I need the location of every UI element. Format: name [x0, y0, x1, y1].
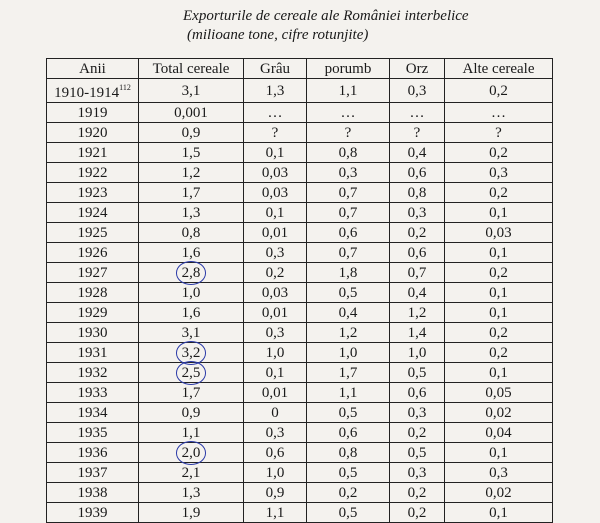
- header-wheat: Grâu: [244, 59, 307, 79]
- wheat-cell-value: 0,1: [265, 204, 285, 221]
- other-cell: [445, 163, 553, 183]
- maize-cell-value: 1,7: [338, 364, 358, 381]
- wheat-cell-value: 0: [271, 404, 279, 421]
- total-cell: [139, 163, 244, 183]
- total-cell: [139, 103, 244, 123]
- maize-cell: [307, 223, 390, 243]
- other-cell-value: 0,2: [489, 144, 508, 161]
- wheat-cell-value: ?: [271, 124, 279, 141]
- year-cell-value: 1939: [77, 504, 108, 521]
- year-cell: [47, 103, 139, 123]
- maize-cell-value: 0,7: [338, 184, 358, 201]
- year-cell: [47, 79, 139, 103]
- maize-cell-value: 0,3: [338, 164, 358, 181]
- footnote-marker: 112: [119, 83, 131, 92]
- year-cell-value: 1921: [77, 144, 108, 161]
- maize-cell-value: …: [340, 104, 356, 121]
- total-cell-value: 0,9: [181, 124, 201, 141]
- total-cell-value: 1,9: [181, 504, 201, 521]
- year-cell-value: 1936: [77, 444, 108, 461]
- total-cell: [139, 343, 244, 363]
- total-cell-value: 2,1: [181, 464, 201, 481]
- barley-cell-value: 0,6: [407, 244, 427, 261]
- other-cell: [445, 123, 553, 143]
- wheat-cell-value: 0,03: [261, 284, 289, 301]
- other-cell-value: 0,2: [489, 184, 508, 201]
- barley-cell: [390, 243, 445, 263]
- barley-cell-value: 0,3: [407, 404, 427, 421]
- maize-cell-value: 1,2: [338, 324, 358, 341]
- total-cell-value: 1,6: [181, 244, 201, 261]
- maize-cell: [307, 123, 390, 143]
- wheat-cell: [244, 223, 307, 243]
- table-row: [47, 443, 553, 463]
- year-cell: [47, 123, 139, 143]
- other-cell-value: 0,05: [485, 384, 512, 401]
- maize-cell-value: 1,0: [338, 344, 358, 361]
- year-cell: [47, 263, 139, 283]
- wheat-cell-value: 0,3: [265, 324, 285, 341]
- total-cell: [139, 79, 244, 103]
- total-cell-value: 1,7: [181, 184, 201, 201]
- year-cell-value: 1924: [77, 204, 108, 221]
- maize-cell-value: 0,2: [338, 484, 358, 501]
- total-cell-value: 1,1: [181, 424, 201, 441]
- year-cell: [47, 463, 139, 483]
- other-cell-value: 0,2: [489, 264, 508, 281]
- other-cell: [445, 363, 553, 383]
- wheat-cell: [244, 383, 307, 403]
- barley-cell: [390, 363, 445, 383]
- year-cell: [47, 503, 139, 523]
- barley-cell: [390, 303, 445, 323]
- barley-cell-value: 0,3: [407, 204, 427, 221]
- wheat-cell-value: 0,9: [265, 484, 285, 501]
- circled-total-value: 2,5: [181, 364, 201, 381]
- barley-cell-value: 1,0: [407, 344, 427, 361]
- total-cell-value: 3,1: [181, 82, 201, 99]
- other-cell: [445, 403, 553, 423]
- total-cell-value: 3,1: [181, 324, 201, 341]
- year-cell-value: 1923: [77, 184, 108, 201]
- total-cell-value: 1,3: [181, 204, 201, 221]
- other-cell-value: 0,02: [485, 404, 512, 421]
- barley-cell: [390, 383, 445, 403]
- caption-units: (milioane tone, cifre rotunjite): [187, 27, 369, 43]
- barley-cell: [390, 483, 445, 503]
- total-cell: [139, 283, 244, 303]
- maize-cell: [307, 323, 390, 343]
- wheat-cell: [244, 143, 307, 163]
- barley-cell-value: 1,2: [407, 304, 427, 321]
- barley-cell: [390, 203, 445, 223]
- table-row: [47, 183, 553, 203]
- other-cell-value: 0,2: [489, 324, 508, 341]
- other-cell-value: 0,1: [489, 204, 508, 221]
- other-cell-value: 0,1: [489, 244, 508, 261]
- other-cell: [445, 103, 553, 123]
- maize-cell: [307, 503, 390, 523]
- maize-cell: [307, 163, 390, 183]
- total-cell: [139, 223, 244, 243]
- barley-cell-value: 0,3: [407, 82, 427, 99]
- table-row: [47, 243, 553, 263]
- other-cell: [445, 79, 553, 103]
- wheat-cell: [244, 163, 307, 183]
- barley-cell-value: 0,6: [407, 384, 427, 401]
- other-cell-value: 0,2: [489, 344, 508, 361]
- barley-cell-value: 0,2: [407, 504, 427, 521]
- maize-cell-value: 0,8: [338, 444, 358, 461]
- table-row: [47, 483, 553, 503]
- barley-cell: [390, 123, 445, 143]
- table-row: [47, 383, 553, 403]
- wheat-cell: [244, 363, 307, 383]
- total-cell-value: 1,3: [181, 484, 201, 501]
- barley-cell-value: 0,8: [407, 184, 427, 201]
- header-total: Total cereale: [139, 59, 244, 79]
- wheat-cell: [244, 463, 307, 483]
- wheat-cell-value: 0,1: [265, 364, 285, 381]
- total-cell-value: 1,0: [181, 284, 201, 301]
- maize-cell-value: ?: [344, 124, 352, 141]
- maize-cell: [307, 203, 390, 223]
- maize-cell: [307, 183, 390, 203]
- wheat-cell-value: 0,03: [261, 164, 289, 181]
- total-cell: [139, 383, 244, 403]
- year-cell-value: 1938: [77, 484, 108, 501]
- maize-cell: [307, 423, 390, 443]
- wheat-cell-value: 0,01: [261, 384, 289, 401]
- other-cell-value: 0,1: [489, 504, 508, 521]
- wheat-cell: [244, 443, 307, 463]
- year-cell: [47, 443, 139, 463]
- wheat-cell: [244, 283, 307, 303]
- wheat-cell: [244, 303, 307, 323]
- maize-cell: [307, 243, 390, 263]
- header-other: Alte cereale: [445, 59, 553, 79]
- other-cell: [445, 263, 553, 283]
- barley-cell-value: ?: [413, 124, 421, 141]
- wheat-cell-value: 1,0: [265, 344, 285, 361]
- maize-cell: [307, 263, 390, 283]
- maize-cell-value: 0,5: [338, 284, 358, 301]
- table-row: [47, 79, 553, 103]
- barley-cell-value: 0,3: [407, 464, 427, 481]
- other-cell: [445, 143, 553, 163]
- year-cell-value: 1926: [77, 244, 108, 261]
- maize-cell-value: 0,4: [338, 304, 358, 321]
- wheat-cell: [244, 423, 307, 443]
- cereal-exports-table: [46, 58, 553, 523]
- barley-cell-value: 0,2: [407, 484, 427, 501]
- other-cell-value: …: [491, 104, 506, 121]
- wheat-cell-value: 0,01: [261, 304, 289, 321]
- maize-cell: [307, 363, 390, 383]
- wheat-cell: [244, 483, 307, 503]
- total-cell: [139, 263, 244, 283]
- barley-cell: [390, 323, 445, 343]
- other-cell-value: 0,1: [489, 444, 508, 461]
- barley-cell: [390, 343, 445, 363]
- maize-cell: [307, 343, 390, 363]
- wheat-cell: [244, 323, 307, 343]
- other-cell-value: ?: [495, 124, 502, 141]
- table-row: [47, 103, 553, 123]
- wheat-cell: [244, 263, 307, 283]
- barley-cell-value: 0,2: [407, 424, 427, 441]
- caption-title: Exporturile de cereale ale României interbelice: [183, 8, 469, 24]
- maize-cell-value: 0,5: [338, 404, 358, 421]
- year-cell: [47, 363, 139, 383]
- year-cell: [47, 303, 139, 323]
- total-cell: [139, 203, 244, 223]
- total-cell: [139, 483, 244, 503]
- maize-cell: [307, 483, 390, 503]
- wheat-cell: [244, 503, 307, 523]
- wheat-cell-value: 0,2: [265, 264, 285, 281]
- total-cell: [139, 143, 244, 163]
- other-cell-value: 0,04: [485, 424, 512, 441]
- wheat-cell-value: 0,1: [265, 144, 285, 161]
- barley-cell-value: 0,4: [407, 144, 427, 161]
- table-row: [47, 143, 553, 163]
- maize-cell-value: 0,6: [338, 224, 358, 241]
- table-row: [47, 463, 553, 483]
- year-cell: [47, 203, 139, 223]
- maize-cell: [307, 79, 390, 103]
- wheat-cell: [244, 243, 307, 263]
- other-cell: [445, 283, 553, 303]
- total-cell-value: 1,7: [181, 384, 201, 401]
- wheat-cell-value: 1,1: [265, 504, 285, 521]
- year-cell-value: 1937: [77, 464, 108, 481]
- year-cell-value: 1910-1914: [54, 85, 120, 101]
- table-row: [47, 403, 553, 423]
- other-cell: [445, 223, 553, 243]
- total-cell: [139, 183, 244, 203]
- other-cell-value: 0,3: [489, 164, 508, 181]
- wheat-cell-value: 0,3: [265, 244, 285, 261]
- barley-cell-value: 0,5: [407, 364, 427, 381]
- year-cell-value: 1927: [77, 264, 108, 281]
- header-barley: Orz: [390, 59, 445, 79]
- year-cell: [47, 223, 139, 243]
- total-cell: [139, 243, 244, 263]
- wheat-cell: [244, 79, 307, 103]
- other-cell: [445, 323, 553, 343]
- table-row: [47, 503, 553, 523]
- total-cell: [139, 423, 244, 443]
- table-row: [47, 323, 553, 343]
- wheat-cell: [244, 343, 307, 363]
- table-body: [47, 79, 553, 523]
- barley-cell: [390, 103, 445, 123]
- total-cell: [139, 463, 244, 483]
- header-row: [47, 59, 553, 79]
- maize-cell-value: 0,7: [338, 244, 358, 261]
- header-maize: porumb: [307, 59, 390, 79]
- barley-cell: [390, 283, 445, 303]
- table-row: [47, 263, 553, 283]
- maize-cell: [307, 303, 390, 323]
- wheat-cell: [244, 203, 307, 223]
- total-cell: [139, 123, 244, 143]
- total-cell-value: 1,2: [181, 164, 201, 181]
- maize-cell: [307, 283, 390, 303]
- total-cell-value: 1,5: [181, 144, 201, 161]
- table-row: [47, 223, 553, 243]
- table-row: [47, 303, 553, 323]
- year-cell: [47, 423, 139, 443]
- circled-total-value: 2,0: [181, 444, 201, 461]
- other-cell-value: 0,3: [489, 464, 508, 481]
- maize-cell-value: 0,5: [338, 464, 358, 481]
- barley-cell: [390, 423, 445, 443]
- other-cell-value: 0,1: [489, 284, 508, 301]
- table-row: [47, 203, 553, 223]
- other-cell: [445, 203, 553, 223]
- wheat-cell-value: 0,03: [261, 184, 289, 201]
- year-cell: [47, 163, 139, 183]
- header-years: Anii: [47, 59, 139, 79]
- year-cell: [47, 183, 139, 203]
- circled-total-value: 3,2: [181, 344, 201, 361]
- year-cell-value: 1925: [77, 224, 108, 241]
- maize-cell: [307, 463, 390, 483]
- maize-cell: [307, 383, 390, 403]
- year-cell-value: 1920: [77, 124, 108, 141]
- year-cell: [47, 483, 139, 503]
- barley-cell-value: …: [409, 104, 425, 121]
- other-cell: [445, 443, 553, 463]
- year-cell: [47, 323, 139, 343]
- other-cell-value: 0,03: [485, 224, 512, 241]
- barley-cell: [390, 403, 445, 423]
- barley-cell-value: 0,2: [407, 224, 427, 241]
- other-cell-value: 0,1: [489, 364, 508, 381]
- other-cell: [445, 243, 553, 263]
- table-row: [47, 423, 553, 443]
- barley-cell: [390, 79, 445, 103]
- year-cell-value: 1933: [77, 384, 108, 401]
- year-cell-value: 1930: [77, 324, 108, 341]
- maize-cell-value: 0,7: [338, 204, 358, 221]
- barley-cell: [390, 503, 445, 523]
- other-cell-value: 0,02: [485, 484, 512, 501]
- total-cell-value: 0,8: [181, 224, 201, 241]
- barley-cell: [390, 143, 445, 163]
- barley-cell-value: 0,5: [407, 444, 427, 461]
- maize-cell: [307, 103, 390, 123]
- barley-cell: [390, 463, 445, 483]
- other-cell: [445, 383, 553, 403]
- maize-cell-value: 1,8: [338, 264, 358, 281]
- wheat-cell: [244, 403, 307, 423]
- barley-cell: [390, 163, 445, 183]
- table-caption: [183, 7, 469, 45]
- other-cell: [445, 303, 553, 323]
- table-row: [47, 123, 553, 143]
- circled-total-value: 2,8: [181, 264, 201, 281]
- table-row: [47, 283, 553, 303]
- maize-cell: [307, 443, 390, 463]
- year-cell-value: 1935: [77, 424, 108, 441]
- barley-cell: [390, 443, 445, 463]
- maize-cell-value: 0,5: [338, 504, 358, 521]
- maize-cell: [307, 143, 390, 163]
- other-cell-value: 0,1: [489, 304, 508, 321]
- year-cell: [47, 243, 139, 263]
- other-cell: [445, 503, 553, 523]
- other-cell: [445, 483, 553, 503]
- barley-cell: [390, 183, 445, 203]
- table-row: [47, 343, 553, 363]
- year-cell-value: 1922: [77, 164, 108, 181]
- wheat-cell: [244, 183, 307, 203]
- year-cell-value: 1931: [77, 344, 108, 361]
- total-cell: [139, 323, 244, 343]
- total-cell: [139, 443, 244, 463]
- table-row: [47, 363, 553, 383]
- total-cell-value: 0,9: [181, 404, 201, 421]
- maize-cell-value: 0,8: [338, 144, 358, 161]
- other-cell-value: 0,2: [489, 82, 508, 99]
- maize-cell-value: 0,6: [338, 424, 358, 441]
- total-cell: [139, 503, 244, 523]
- year-cell-value: 1928: [77, 284, 108, 301]
- table-row: [47, 163, 553, 183]
- wheat-cell: [244, 123, 307, 143]
- other-cell: [445, 343, 553, 363]
- barley-cell-value: 0,4: [407, 284, 427, 301]
- year-cell: [47, 143, 139, 163]
- year-cell-value: 1929: [77, 304, 108, 321]
- barley-cell-value: 0,7: [407, 264, 427, 281]
- wheat-cell-value: 1,0: [265, 464, 285, 481]
- year-cell: [47, 403, 139, 423]
- total-cell-value: 0,001: [174, 104, 208, 121]
- wheat-cell-value: 0,6: [265, 444, 285, 461]
- total-cell-value: 1,6: [181, 304, 201, 321]
- total-cell: [139, 363, 244, 383]
- barley-cell: [390, 223, 445, 243]
- year-cell-value: 1932: [77, 364, 108, 381]
- wheat-cell-value: 1,3: [265, 82, 285, 99]
- year-cell-value: 1919: [77, 104, 108, 121]
- wheat-cell-value: …: [267, 104, 283, 121]
- maize-cell-value: 1,1: [338, 384, 358, 401]
- other-cell: [445, 463, 553, 483]
- wheat-cell: [244, 103, 307, 123]
- barley-cell-value: 1,4: [407, 324, 427, 341]
- total-cell: [139, 303, 244, 323]
- wheat-cell-value: 0,01: [261, 224, 289, 241]
- year-cell: [47, 283, 139, 303]
- maize-cell-value: 1,1: [338, 82, 358, 99]
- year-cell-value: 1934: [77, 404, 108, 421]
- wheat-cell-value: 0,3: [265, 424, 285, 441]
- year-cell: [47, 383, 139, 403]
- barley-cell: [390, 263, 445, 283]
- total-cell: [139, 403, 244, 423]
- year-cell: [47, 343, 139, 363]
- maize-cell: [307, 403, 390, 423]
- other-cell: [445, 183, 553, 203]
- barley-cell-value: 0,6: [407, 164, 427, 181]
- other-cell: [445, 423, 553, 443]
